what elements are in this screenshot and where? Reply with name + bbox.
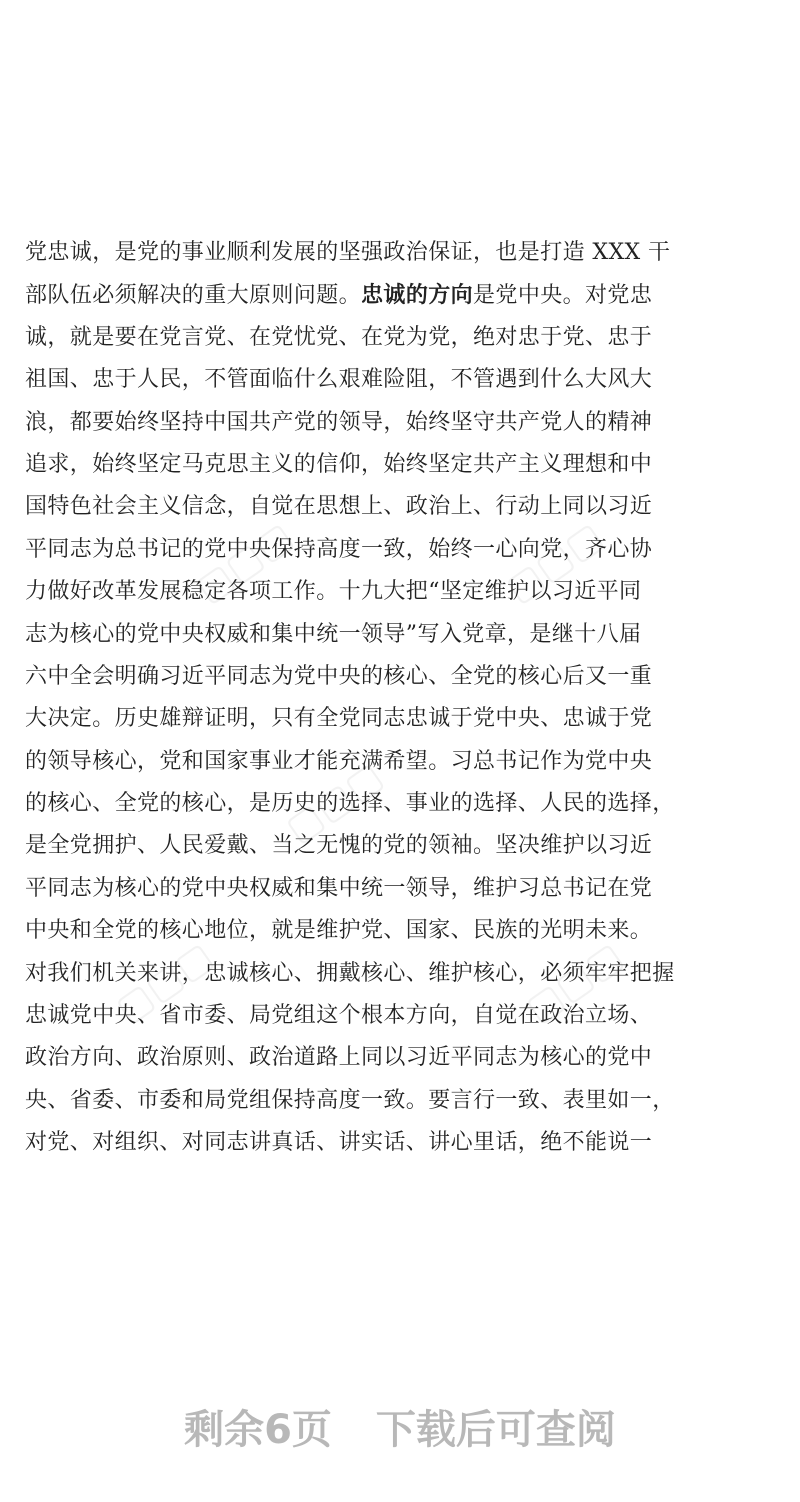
watermark: ▢▢▢ (517, 933, 631, 1031)
watermark: ▢▢▢ (187, 513, 301, 611)
text-segment: 平同志为总书记的党中央保持高度一致，始终一心向党，齐心协 (25, 536, 653, 562)
remaining-pages-label: 剩余6页 (184, 1406, 332, 1453)
text-segment: 党忠诚，是党的事业顺利发展的坚强政治保证，也是打造 XXX 干 (25, 240, 671, 265)
text-line (25, 656, 785, 698)
download-banner[interactable] (0, 1398, 800, 1454)
text-line (25, 571, 785, 613)
document-body (25, 232, 785, 1165)
text-line (25, 995, 785, 1037)
text-segment: 忠诚党中央、省市委、局党组这个根本方向，自觉在政治立场、 (25, 1003, 653, 1029)
text-segment: 祖国、忠于人民，不管面临什么艰难险阻，不管遇到什么大风大 (25, 367, 653, 393)
text-line (25, 529, 785, 571)
text-segment: 六中全会明确习近平同志为党中央的核心、全党的核心后又一重 (25, 663, 653, 689)
text-segment: 政治方向、政治原则、政治道路上同以习近平同志为核心的党中 (25, 1045, 653, 1071)
bold-text-segment: 忠诚的方向 (361, 282, 474, 309)
text-line (25, 825, 785, 867)
text-segment: 诚，就是要在党言党、在党忧党、在党为党，绝对忠于党、忠于 (25, 324, 653, 350)
text-segment: 对党、对组织、对同志讲真话、讲实话、讲心里话，绝不能说一 (25, 1130, 653, 1156)
text-segment: 是党中央。对党忠 (473, 283, 653, 309)
text-line (25, 614, 785, 656)
text-line (25, 698, 785, 740)
text-segment: 的领导核心，党和国家事业才能充满希望。习总书记作为党中央 (25, 748, 653, 774)
text-line (25, 910, 785, 952)
text-segment: 追求，始终坚定马克思主义的信仰，始终坚定共产主义理想和中 (25, 451, 653, 477)
text-segment: 的核心、全党的核心，是历史的选择、事业的选择、人民的选择， (25, 791, 675, 817)
text-line (25, 1037, 785, 1079)
text-line (25, 868, 785, 910)
text-line (25, 1122, 785, 1164)
text-segment: 平同志为核心的党中央权威和集中统一领导，维护习总书记在党 (25, 875, 653, 901)
watermark: ▢▢▢ (497, 513, 611, 611)
watermark: ▢▢▢ (277, 753, 391, 851)
text-line (25, 274, 785, 316)
download-hint-label: 下载后可查阅 (375, 1406, 616, 1453)
text-segment: 对我们机关来讲，忠诚核心、拥戴核心、维护核心，必须牢牢把握 (25, 960, 675, 986)
text-segment: 力做好改革发展稳定各项工作。十九大把“坚定维护以习近平同 (25, 579, 642, 605)
watermark: ▢▢▢ (107, 933, 221, 1031)
text-segment: 中央和全党的核心地位，就是维护党、国家、民族的光明未来。 (25, 918, 653, 944)
text-segment: 志为核心的党中央权威和集中统一领导”写入党章，是继十八届 (25, 621, 642, 647)
text-segment: 大决定。历史雄辩证明，只有全党同志忠诚于党中央、忠诚于党 (25, 706, 653, 732)
text-segment: 央、省委、市委和局党组保持高度一致。要言行一致、表里如一， (25, 1087, 675, 1113)
text-line (25, 486, 785, 528)
text-line (25, 232, 785, 274)
text-line (25, 783, 785, 825)
text-line (25, 741, 785, 783)
text-line (25, 359, 785, 401)
text-segment: 国特色社会主义信念，自觉在思想上、政治上、行动上同以习近 (25, 494, 653, 520)
text-line (25, 953, 785, 995)
text-segment: 浪，都要始终坚持中国共产党的领导，始终坚守共产党人的精神 (25, 409, 653, 435)
text-line (25, 444, 785, 486)
text-segment: 是全党拥护、人民爱戴、当之无愧的党的领袖。坚决维护以习近 (25, 833, 653, 859)
text-line (25, 402, 785, 444)
text-line (25, 317, 785, 359)
text-line (25, 1080, 785, 1122)
text-segment: 部队伍必须解决的重大原则问题。 (25, 283, 362, 309)
